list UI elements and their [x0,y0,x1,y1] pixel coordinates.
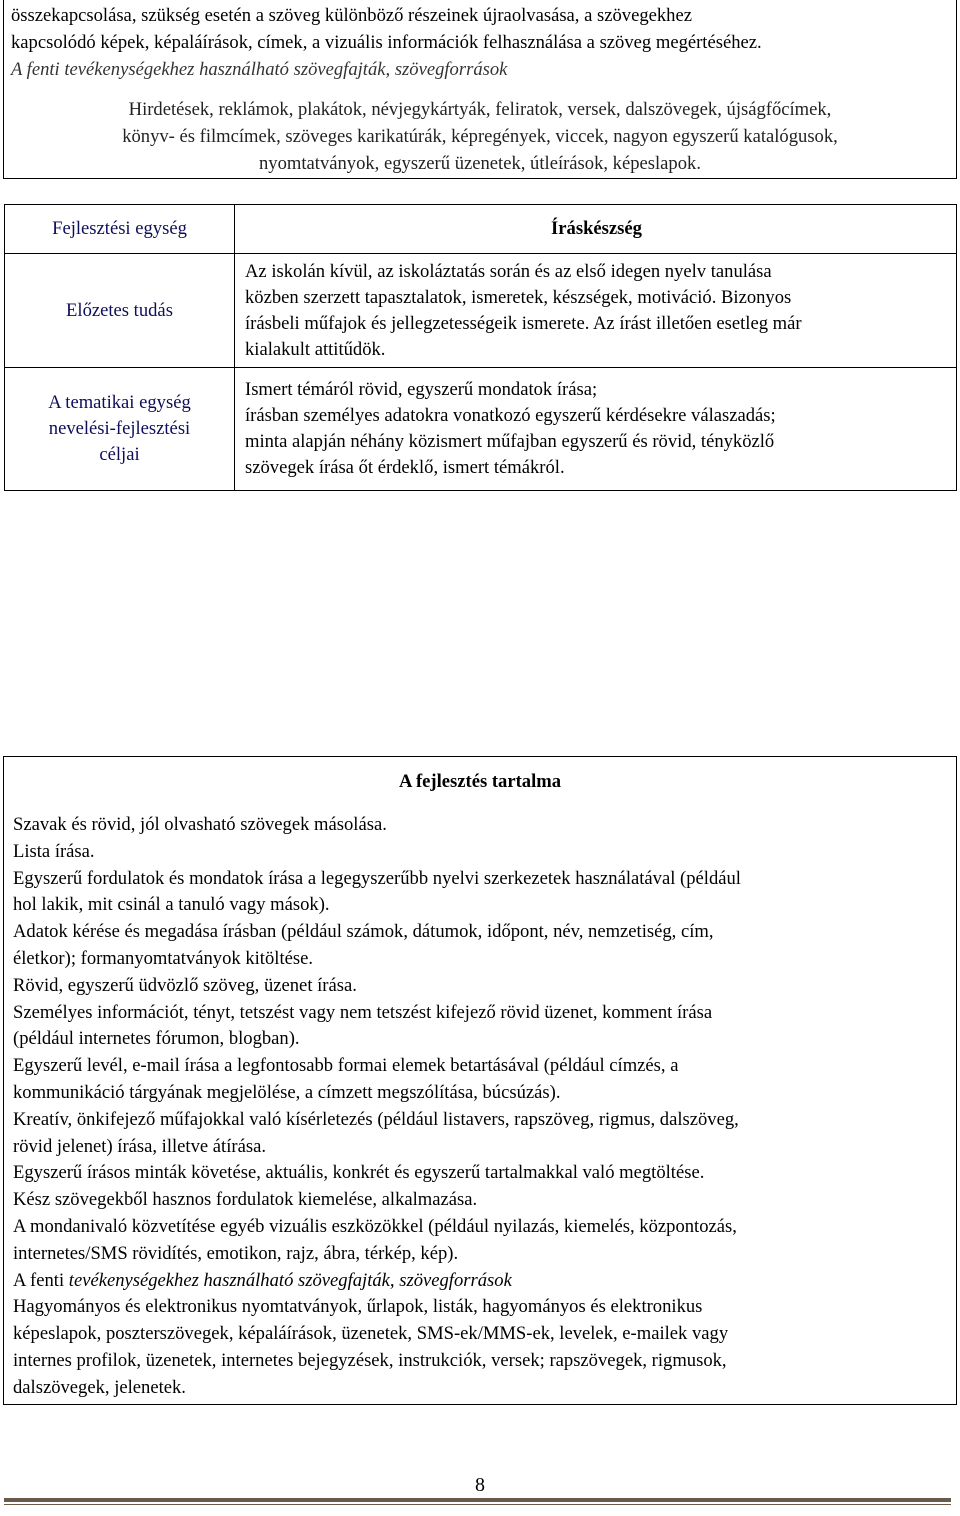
table-row [5,254,957,368]
unit-label-cell [5,205,235,254]
prior-line: közben szerzett tapasztalatok, ismeretek, készségek, motiváció. Bizonyos [245,286,792,308]
content-line: Rövid, egyszerű üdvözlő szöveg, üzenet írása. [13,974,357,996]
source-line: internes profilok, üzenetek, internetes bejegyzések, instrukciók, versek; rapszövegek, rigmusok, [13,1349,727,1371]
prior-knowledge-cell [235,254,957,368]
development-unit-table [4,204,957,491]
footer-rule-thin [4,1504,951,1505]
goals-label-cell [5,368,235,491]
content-line: kommunikáció tárgyának megjelölése, a címzett megszólítása, búcsúzás). [13,1081,561,1103]
para-line: Hirdetések, reklámok, plakátok, névjegykártyák, feliratok, versek, dalszövegek, újságfőcímek, [128,99,832,120]
top-line-1: összekapcsolása, szükség esetén a szöveg különböző részeinek újraolvasása, a szövegekhez [11,5,692,26]
heading-italic: tevékenységekhez használható szövegfajták, szövegforrások [68,1269,512,1291]
table-row [5,368,957,491]
page-number: 8 [475,1474,485,1496]
goal-line: minta alapján néhány közismert műfajban egyszerű és rövid, tényközlő [245,431,775,452]
content-title: A fejlesztés tartalma [398,771,562,792]
content-line: rövid jelenet) írása, illetve átírása. [13,1135,266,1157]
para-line: könyv- és filmcímek, szöveges karikatúrák, képregények, viccek, nagyon egyszerű katalógusok, [122,126,838,147]
unit-value: Íráskészség [551,218,642,239]
content-list [13,812,741,1402]
goals-cell [235,368,957,491]
content-line: Lista írása. [13,840,95,862]
prior-line: írásbeli műfajok és jellegzetességeik ismerete. Az írást illetően esetleg már [245,312,802,334]
text-sources-heading-2 [13,1268,741,1295]
goals-label-line: nevelési-fejlesztési [48,418,191,439]
content-line: internetes/SMS rövidítés, emotikon, rajz, ábra, térkép, kép). [13,1242,459,1264]
development-content-box [3,756,957,1405]
para-line: nyomtatványok, egyszerű üzenetek, útleírások, képeslapok. [259,153,701,174]
prior-label-cell [5,254,235,368]
text-sources-paragraph [14,96,946,177]
content-line: Kész szövegekből hasznos fordulatok kiemelése, alkalmazása. [13,1189,478,1211]
heading-prefix: A fenti [13,1269,69,1291]
source-line: képeslapok, poszterszövegek, képaláírások, üzenetek, SMS-ek/MMS-ek, levelek, e-mailek vagy [13,1323,729,1345]
prior-knowledge-label: Előzetes tudás [66,299,173,321]
content-line: Szavak és rövid, jól olvasható szövegek másolása. [13,814,387,835]
content-line: (például internetes fórumon, blogban). [13,1028,300,1050]
unit-label: Fejlesztési egység [52,218,187,239]
content-line: Egyszerű levél, e-mail írása a legfontosabb formai elemek betartásával (például címzés, a [13,1055,679,1077]
prior-line: Az iskolán kívül, az iskoláztatás során és az első idegen nyelv tanulása [245,260,772,282]
content-line: Személyes információt, tényt, tetszést vagy nem tetszést kifejező rövid üzenet, komment írása [13,1001,713,1023]
footer-rule-thick [4,1498,951,1502]
content-line: Egyszerű írásos minták követése, aktuális, konkrét és egyszerű tartalmakkal való megtöltése. [13,1162,705,1184]
text-sources-heading: A fenti tevékenységekhez használható szövegfajták, szövegforrások [11,59,508,80]
goals-label-line: céljai [99,444,140,465]
top-line-2: kapcsolódó képek, képaláírások, címek, a vizuális információk felhasználása a szöveg megértéséhez. [11,32,762,53]
content-line: hol lakik, mit csinál a tanuló vagy mások). [13,894,330,916]
content-line: A mondanivaló közvetítése egyéb vizuális eszközökkel (például nyilazás, kiemelés, központozás, [13,1215,737,1237]
table-row [5,205,957,254]
text-sources-box [3,0,957,179]
source-line: dalszövegek, jelenetek. [13,1376,186,1398]
content-line: Egyszerű fordulatok és mondatok írása a legegyszerűbb nyelvi szerkezetek használatával (például [13,867,741,889]
goal-line: szövegek írása őt érdeklő, ismert témákról. [245,457,565,478]
content-line: Adatok kérése és megadása írásban (például számok, dátumok, időpont, név, nemzetiség, cím, [13,921,714,943]
source-line: Hagyományos és elektronikus nyomtatványok, űrlapok, listák, hagyományos és elektronikus [13,1296,703,1318]
goal-line: Ismert témáról rövid, egyszerű mondatok írása; [245,379,598,400]
unit-value-cell [235,205,957,254]
content-line: életkor); formanyomtatványok kitöltése. [13,947,313,969]
goals-label-line: A tematikai egység [48,392,191,413]
content-line: Kreatív, önkifejező műfajokkal való kísérletezés (például listavers, rapszöveg, rigmus, dalszöveg, [13,1108,739,1130]
prior-line: kialakult attitűdök. [245,338,386,360]
goal-line: írásban személyes adatokra vonatkozó egyszerű kérdésekre válaszadás; [245,405,776,426]
